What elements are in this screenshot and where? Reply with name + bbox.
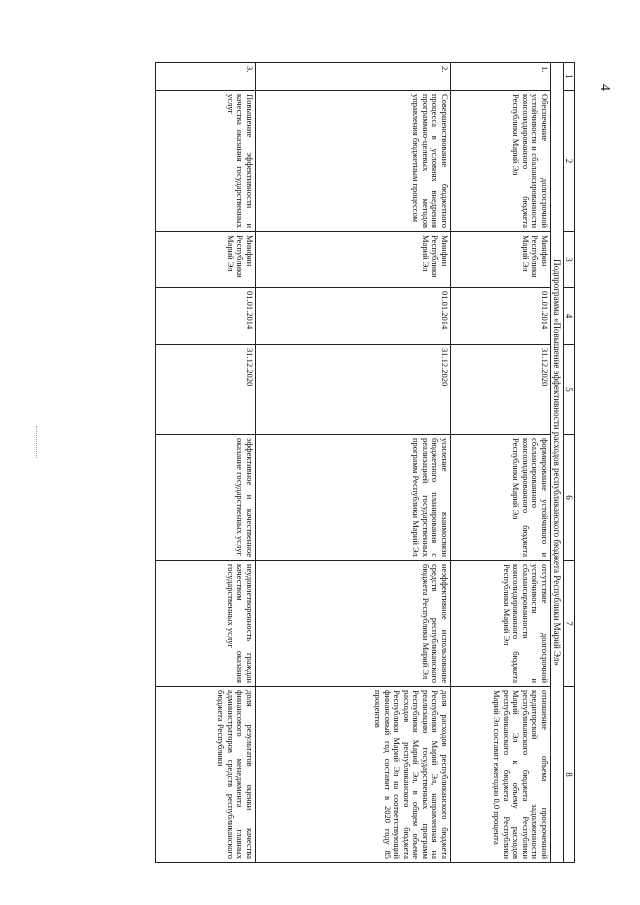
start-date: 01.01.2014 (450, 288, 550, 345)
col-number: 4 (563, 288, 574, 345)
subprogram-row (550, 63, 563, 863)
non-implementation-consequence: отсутствие долгосрочной устойчивости и сбалансированности консолидированного бюджета Республики Марий Эл (450, 561, 550, 687)
table-row (450, 63, 550, 863)
expected-result: эффективное и качественное оказание государственных услуг (155, 435, 255, 561)
row-number: 2. (255, 63, 450, 91)
col-number: 2 (563, 91, 574, 232)
col-number: 8 (563, 687, 574, 863)
measure-name: Совершенствование бюджетного процесса в условиях внедрения программно-целевых методов управления бюджетным процессом (255, 91, 450, 232)
expected-result: усиление взаимосвязи бюджетного планирования с реализацией государственных программ Республики Марий Эл (255, 435, 450, 561)
rotated-table-container (115, 62, 575, 862)
non-implementation-consequence: неэффективное использование средств республиканского бюджета Республики Марий Эл (255, 561, 450, 687)
table-row (155, 63, 255, 863)
end-date: 31.12.2020 (255, 345, 450, 435)
end-date: 31.12.2020 (155, 345, 255, 435)
start-date: 01.01.2014 (255, 288, 450, 345)
expected-result: формирование устойчивого и сбалансированного консолидированного бюджета Республики Марий Эл (450, 435, 550, 561)
col-number: 5 (563, 345, 574, 435)
scan-artifact (36, 426, 39, 458)
indicator-link: доля результатов оценки качества финансового менеджмента главных администраторов средств республиканского бюджета Республики (155, 687, 255, 863)
col-number: 6 (563, 435, 574, 561)
indicator-link: отношение объема просроченной кредиторской задолженности республиканского бюджета Республики Марий Эл к объему расходов республиканского бюджета Республики Марий Эл составит ежегодно 0,0 процента (450, 687, 550, 863)
subprogram-title: Подпрограмма «Повышение эффективности расходов республиканского бюджета Республики Марий Эл» (550, 63, 563, 863)
row-number: 3. (155, 63, 255, 91)
table-row (255, 63, 450, 863)
executor: Минфин Республики Марий Эл (155, 232, 255, 288)
start-date: 01.01.2014 (155, 288, 255, 345)
measures-table (155, 62, 575, 863)
end-date: 31.12.2020 (450, 345, 550, 435)
measure-name: Обеспечение долгосрочной устойчивости и сбалансированности консолидированного бюджета Республики Марий Эл (450, 91, 550, 232)
col-number: 1 (563, 63, 574, 91)
executor: Минфин Республики Марий Эл (450, 232, 550, 288)
measure-name: Повышение эффективности и качества оказания государственных услуг (155, 91, 255, 232)
col-number: 3 (563, 232, 574, 288)
row-number: 1. (450, 63, 550, 91)
col-number: 7 (563, 561, 574, 687)
page-number: 4 (597, 84, 612, 91)
indicator-link: доля расходов республиканского бюджета Республики Марий Эл, направленная на реализацию государственных программ Республики Марий Эл, в общем объеме расходов республиканского бюджета Республики Марий Эл на соответствующий финансовый год составит в 2020 году 85 процентов (255, 687, 450, 863)
executor: Минфин Республики Марий Эл (255, 232, 450, 288)
column-number-row (563, 63, 574, 863)
non-implementation-consequence: неудовлетворенность граждан качеством оказания государственных услуг (155, 561, 255, 687)
